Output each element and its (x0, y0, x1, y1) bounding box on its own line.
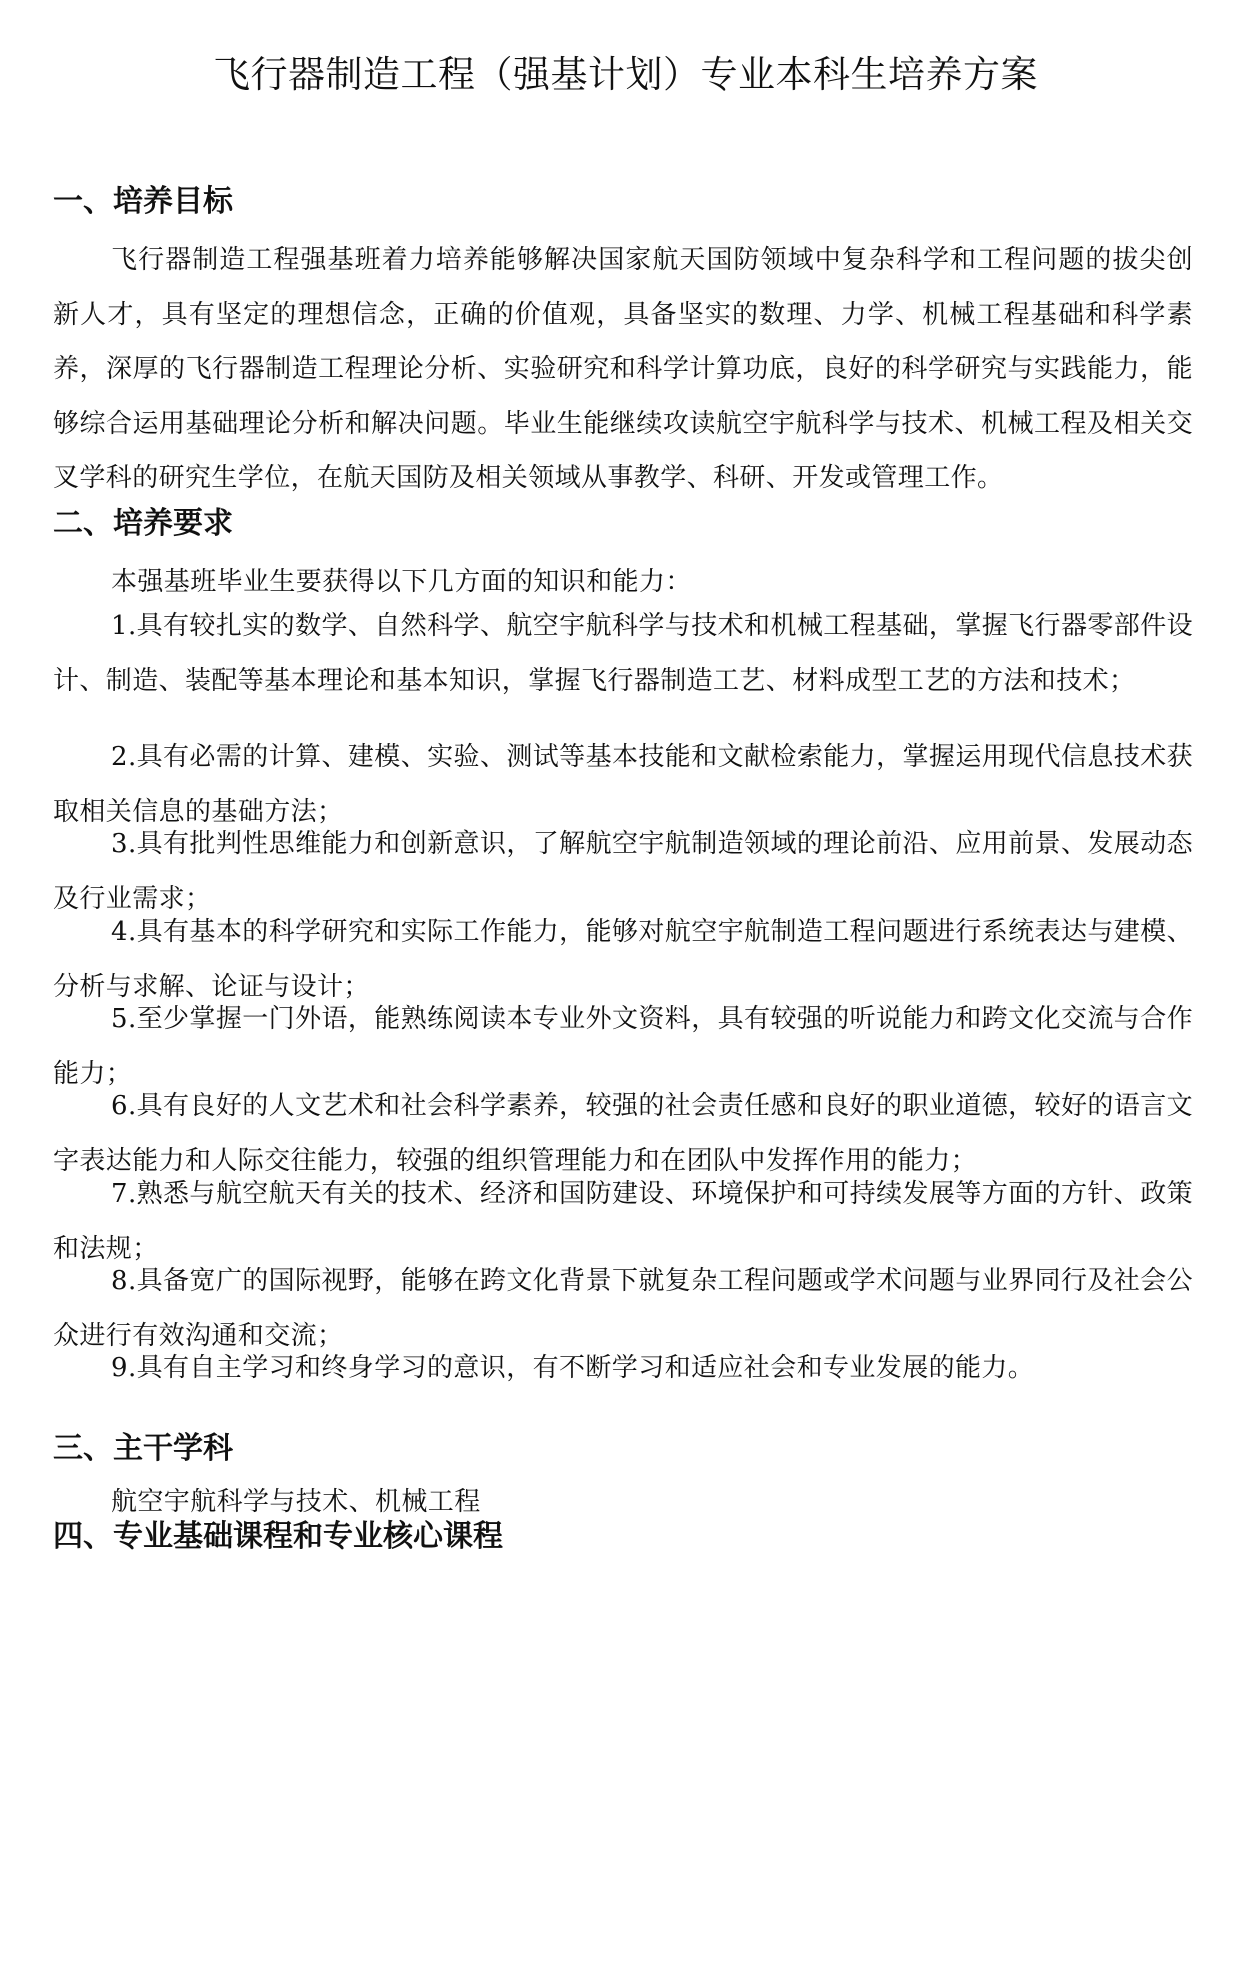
section-heading-training-requirements: 二、培养要求 (53, 506, 233, 541)
main-disciplines-text: 航空宇航科学与技术、机械工程 (111, 1487, 481, 1517)
document-title: 飞行器制造工程（强基计划）专业本科生培养方案 (213, 53, 1038, 96)
section-heading-main-disciplines: 三、主干学科 (53, 1431, 233, 1466)
requirement-item-3: 3.具有批判性思维能力和创新意识，了解航空宇航制造领域的理论前沿、应用前景、发展动态及行业需求； (53, 829, 1193, 914)
section-heading-core-courses: 四、专业基础课程和专业核心课程 (53, 1519, 503, 1554)
training-objectives-paragraph: 飞行器制造工程强基班着力培养能够解决国家航天国防领域中复杂科学和工程问题的拔尖创新人才，具有坚定的理想信念，正确的价值观，具备坚实的数理、力学、机械工程基础和科学素养，深厚的飞行器制造工程理论分析、实验研究和科学计算功底，良好的科学研究与实践能力，能够综合运用基础理论分析和解决问题。毕业生能继续攻读航空宇航科学与技术、机械工程及相关交叉学科的研究生学位，在航天国防及相关领域从事教学、科研、开发或管理工作。 (53, 245, 1193, 493)
requirement-item-2: 2.具有必需的计算、建模、实验、测试等基本技能和文献检索能力，掌握运用现代信息技术获取相关信息的基础方法； (53, 742, 1193, 827)
section-heading-training-objectives: 一、培养目标 (53, 184, 233, 219)
requirement-item-4: 4.具有基本的科学研究和实际工作能力，能够对航空宇航制造工程问题进行系统表达与建模、分析与求解、论证与设计； (53, 917, 1193, 1002)
requirement-item-7: 7.熟悉与航空航天有关的技术、经济和国防建设、环境保护和可持续发展等方面的方针、政策和法规； (53, 1179, 1193, 1264)
requirements-intro: 本强基班毕业生要获得以下几方面的知识和能力： (111, 567, 692, 597)
requirement-item-8: 8.具备宽广的国际视野，能够在跨文化背景下就复杂工程问题或学术问题与业界同行及社会公众进行有效沟通和交流； (53, 1266, 1193, 1351)
requirement-item-9: 9.具有自主学习和终身学习的意识，有不断学习和适应社会和专业发展的能力。 (111, 1353, 1035, 1383)
requirement-item-1: 1.具有较扎实的数学、自然科学、航空宇航科学与技术和机械工程基础，掌握飞行器零部件设计、制造、装配等基本理论和基本知识，掌握飞行器制造工艺、材料成型工艺的方法和技术； (53, 611, 1193, 696)
requirement-item-5: 5.至少掌握一门外语，能熟练阅读本专业外文资料，具有较强的听说能力和跨文化交流与合作能力； (53, 1004, 1193, 1089)
requirement-item-6: 6.具有良好的人文艺术和社会科学素养，较强的社会责任感和良好的职业道德，较好的语言文字表达能力和人际交往能力，较强的组织管理能力和在团队中发挥作用的能力； (53, 1091, 1193, 1176)
